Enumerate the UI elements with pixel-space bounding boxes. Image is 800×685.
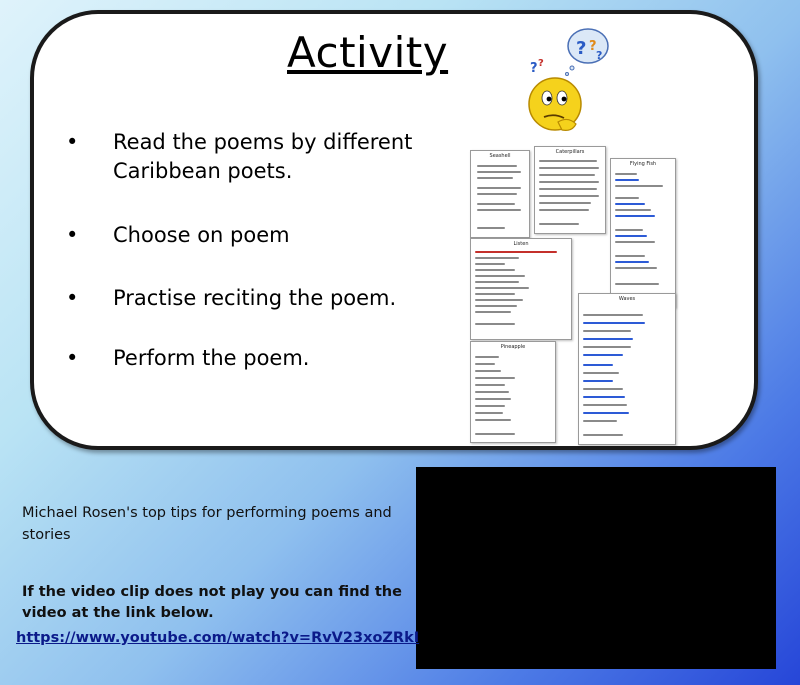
poem-card-seashell	[470, 150, 530, 238]
svg-text:?: ?	[576, 38, 587, 59]
svg-text:?: ?	[538, 58, 544, 69]
svg-text:?: ?	[589, 39, 597, 54]
svg-text:?: ?	[530, 61, 538, 76]
bullet-mark: •	[66, 346, 79, 370]
poem-title: Flying Fish	[629, 161, 657, 167]
bullet-mark: •	[66, 223, 79, 247]
poem-title: Seashell	[489, 153, 511, 159]
question-marks-icon	[530, 29, 608, 76]
poem-card-listen	[470, 238, 572, 340]
list-item	[60, 344, 433, 373]
bullet-text: Practise reciting the poem.	[113, 286, 397, 310]
bullet-mark: •	[66, 130, 79, 154]
svg-text:?: ?	[596, 49, 603, 62]
bullet-text: Read the poems by different Caribbean poets.	[113, 130, 413, 183]
poem-card-pineapple	[470, 341, 556, 443]
poem-title: Caterpillars	[555, 149, 585, 155]
thinking-face-icon	[510, 24, 620, 134]
page-title: Activity	[287, 28, 449, 77]
youtube-link[interactable]: https://www.youtube.com/watch?v=RvV23xoZRkI	[16, 630, 420, 646]
poem-title: Pineapple	[500, 344, 526, 350]
poem-card-waves	[578, 293, 676, 445]
poem-card-caterpillars	[534, 146, 606, 234]
poems-collage-image	[468, 143, 678, 443]
list-item	[60, 284, 433, 313]
video-caption: Michael Rosen's top tips for performing poems and stories	[22, 505, 392, 543]
bullet-mark: •	[66, 286, 79, 310]
poem-title: Waves	[618, 296, 636, 302]
bullet-text: Perform the poem.	[113, 346, 310, 370]
fallback-note: If the video clip does not play you can find the video at the link below.	[22, 584, 402, 621]
bullet-text: Choose on poem	[113, 223, 290, 247]
video-player[interactable]	[416, 467, 776, 669]
list-item	[60, 128, 433, 186]
poem-card-flying-fish	[610, 158, 676, 308]
poem-title: Listen	[513, 241, 529, 247]
list-item	[60, 221, 433, 250]
